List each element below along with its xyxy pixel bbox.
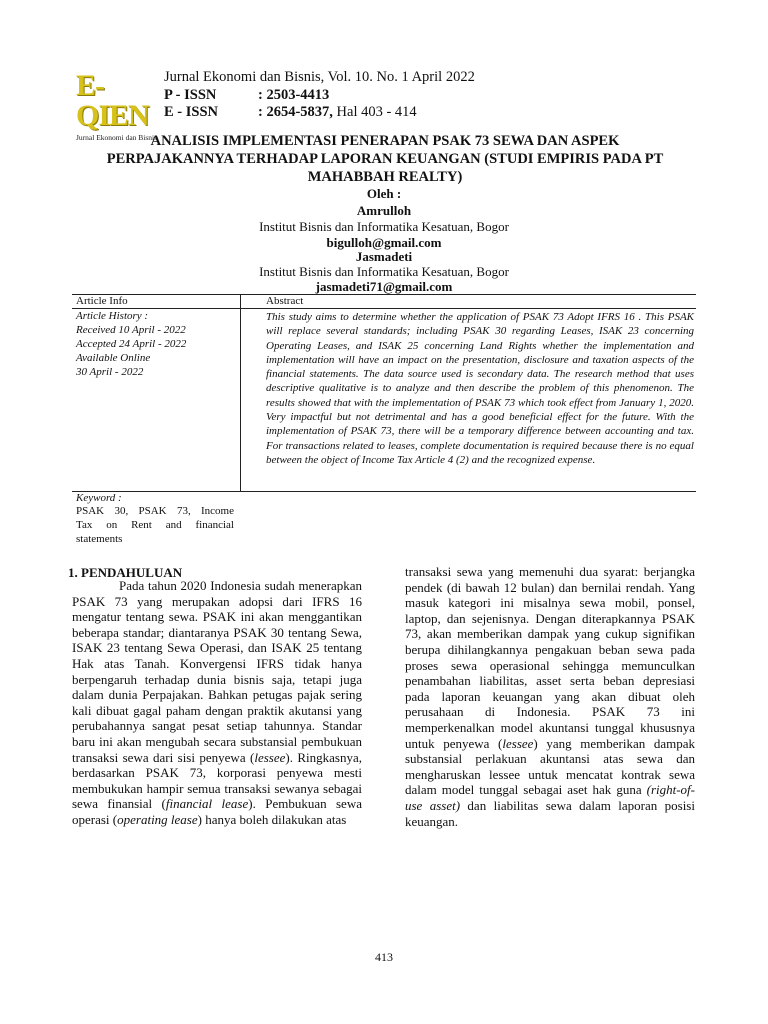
table-header-rule xyxy=(72,308,696,309)
right-column-paragraph xyxy=(405,564,695,829)
table-column-divider xyxy=(240,294,241,492)
right-text-2: ) yang memberikan dampak substansial perlakuan akuntansi atas sewa dan mengharuskan lessee untuk mencatat kontrak sewa dalam model tunggal sebagai aset hak guna xyxy=(405,735,695,798)
eissn-value: : 2654-5837, xyxy=(258,104,333,120)
logo-wordmark: E-QIEN xyxy=(76,69,149,132)
eissn-label: E - ISSN xyxy=(164,104,218,120)
accepted-date: Accepted 24 April - 2022 xyxy=(76,338,187,350)
eissn-line xyxy=(258,103,417,121)
abstract-header: Abstract xyxy=(266,295,304,307)
left-column-paragraph xyxy=(72,578,362,828)
author-email-2: jasmadeti71@gmail.com xyxy=(315,279,453,294)
article-info-header: Article Info xyxy=(76,295,128,307)
author-email-1: bigulloh@gmail.com xyxy=(326,235,442,250)
abstract-text: This study aims to determine whether the application of PSAK 73 Adopt IFRS 16 . This PSAK will replace several standards; including PSAK 30 regarding Leases, ISAK 23 concerning Operating Leases, and ISAK 25 concerning Land Rights whether the implementation and implementation will have an impact on the presentation, disclosure and taxation aspects of the financial statements. The data source used is secondary data. The research method that uses descriptive qualitative is to analyze and then describe the problem of this phenomenon. The results showed that with the implementation of PSAK 73 which took effect from January 1, 2020. Very impactful but not detrimental and has a good beneficial effect for the future. With the implementation of PSAK 73, there will be a temporary difference between accounting and tax. For transactions related to leases, complete documentation is required because there is no equal between the object of Income Tax Article 4 (2) and the recognized expense. xyxy=(266,311,694,466)
keyword-line-3: statements xyxy=(76,533,123,545)
title-line-1: ANALISIS IMPLEMENTASI PENERAPAN PSAK 73 SEWA DAN ASPEK xyxy=(150,133,620,149)
pissn-value: : 2503-4413 xyxy=(258,87,330,103)
title-line-3: MAHABBAH REALTY) xyxy=(307,169,463,185)
article-history-label: Article History : xyxy=(76,310,149,322)
keyword-label: Keyword : xyxy=(76,492,122,504)
paper-title xyxy=(90,132,680,186)
affiliation-1: Institut Bisnis dan Informatika Kesatuan, Bogor xyxy=(259,219,509,234)
keyword-line-1: PSAK 30, PSAK 73, Income xyxy=(76,505,234,517)
page-range: Hal 403 - 414 xyxy=(332,104,417,120)
left-text-4: ) hanya boleh dilakukan atas xyxy=(197,811,347,827)
title-line-2: PERPAJAKANNYA TERHADAP LAPORAN KEUANGAN (STUDI EMPIRIS PADA PT xyxy=(106,151,664,167)
right-text-3: dan liabilitas sewa dalam laporan posisi keuangan. xyxy=(405,797,695,829)
left-term-operating-lease: operating lease xyxy=(117,811,198,827)
abstract-bottom-rule xyxy=(240,491,696,492)
section-heading: 1. PENDAHULUAN xyxy=(68,565,183,580)
right-term-rou: (right-of-use asset) xyxy=(405,782,695,813)
journal-logo xyxy=(76,69,158,142)
logo-subtitle: Jurnal Ekonomi dan Bisnis xyxy=(76,133,158,142)
page-number: 413 xyxy=(375,950,393,964)
keyword-line-2: Tax on Rent and financial xyxy=(76,519,234,531)
online-label: Available Online xyxy=(76,352,151,364)
left-term-lessee: lessee xyxy=(254,749,286,765)
affiliation-2: Institut Bisnis dan Informatika Kesatuan, Bogor xyxy=(259,264,509,279)
left-text-1: Pada tahun 2020 Indonesia sudah menerapkan PSAK 73 yang merupakan adopsi dari IFRS 16 mengatur tentang sewa. PSAK ini akan menggantikan beberapa standar; diantaranya PSAK 30 tentang Sewa, ISAK 23 tentang Sewa Operasi, dan ISAK 25 tentang Hak atas Tanah. Konvergensi IFRS tidak hanya berpengaruh terhadap dunia bisnis saja, tetapi juga dalam dunia Perpajakan. Bahkan petugas pajak sering kali dibuat gagal paham dengan praktik akutansi yang perubahannya sangat pesat setiap tahunnya. Standar baru ini akan mengubah secara substansial pembukuan transaksi sewa dari sisi penyewa ( xyxy=(72,578,362,765)
received-date: Received 10 April - 2022 xyxy=(76,324,186,336)
journal-line: Jurnal Ekonomi dan Bisnis, Vol. 10. No. 1 April 2022 xyxy=(164,69,475,85)
author-name-1: Amrulloh xyxy=(356,203,412,218)
online-date: 30 April - 2022 xyxy=(76,366,144,378)
left-text-2: ). Ringkasnya, berdasarkan PSAK 73, korporasi penyewa mesti membukukan hampir semua transaksi sewanya sebagai sewa finansial ( xyxy=(72,749,362,812)
right-term-lessee: lessee xyxy=(502,735,534,751)
right-text-1: transaksi sewa yang memenuhi dua syarat: berjangka pendek (di bawah 12 bulan) dan bernilai rendah. Yang masuk kategori ini misalnya sewa mobil, ponsel, laptop, dan sejenisnya. Dengan diterapkannya PSAK 73, akan memberikan dampak yang cukup signifikan berupa dihilangkannya pengakuan beban sewa pada proses sewa operasional sehingga memunculkan penambahan liabilitas, asset serta beban depresiasi pada laporan keuangan yang akan dibuat oleh perusahaan di Indonesia. PSAK 73 ini memperkenalkan model akuntansi tunggal khususnya untuk penyewa ( xyxy=(405,564,695,751)
author-name-2: Jasmadeti xyxy=(355,249,413,264)
left-term-financial-lease: financial lease xyxy=(165,796,249,812)
table-top-rule xyxy=(72,294,696,295)
left-text-3: ). Pembukuan sewa operasi ( xyxy=(72,796,362,827)
by-label: Oleh : xyxy=(366,186,402,201)
pissn-label: P - ISSN xyxy=(164,87,217,103)
